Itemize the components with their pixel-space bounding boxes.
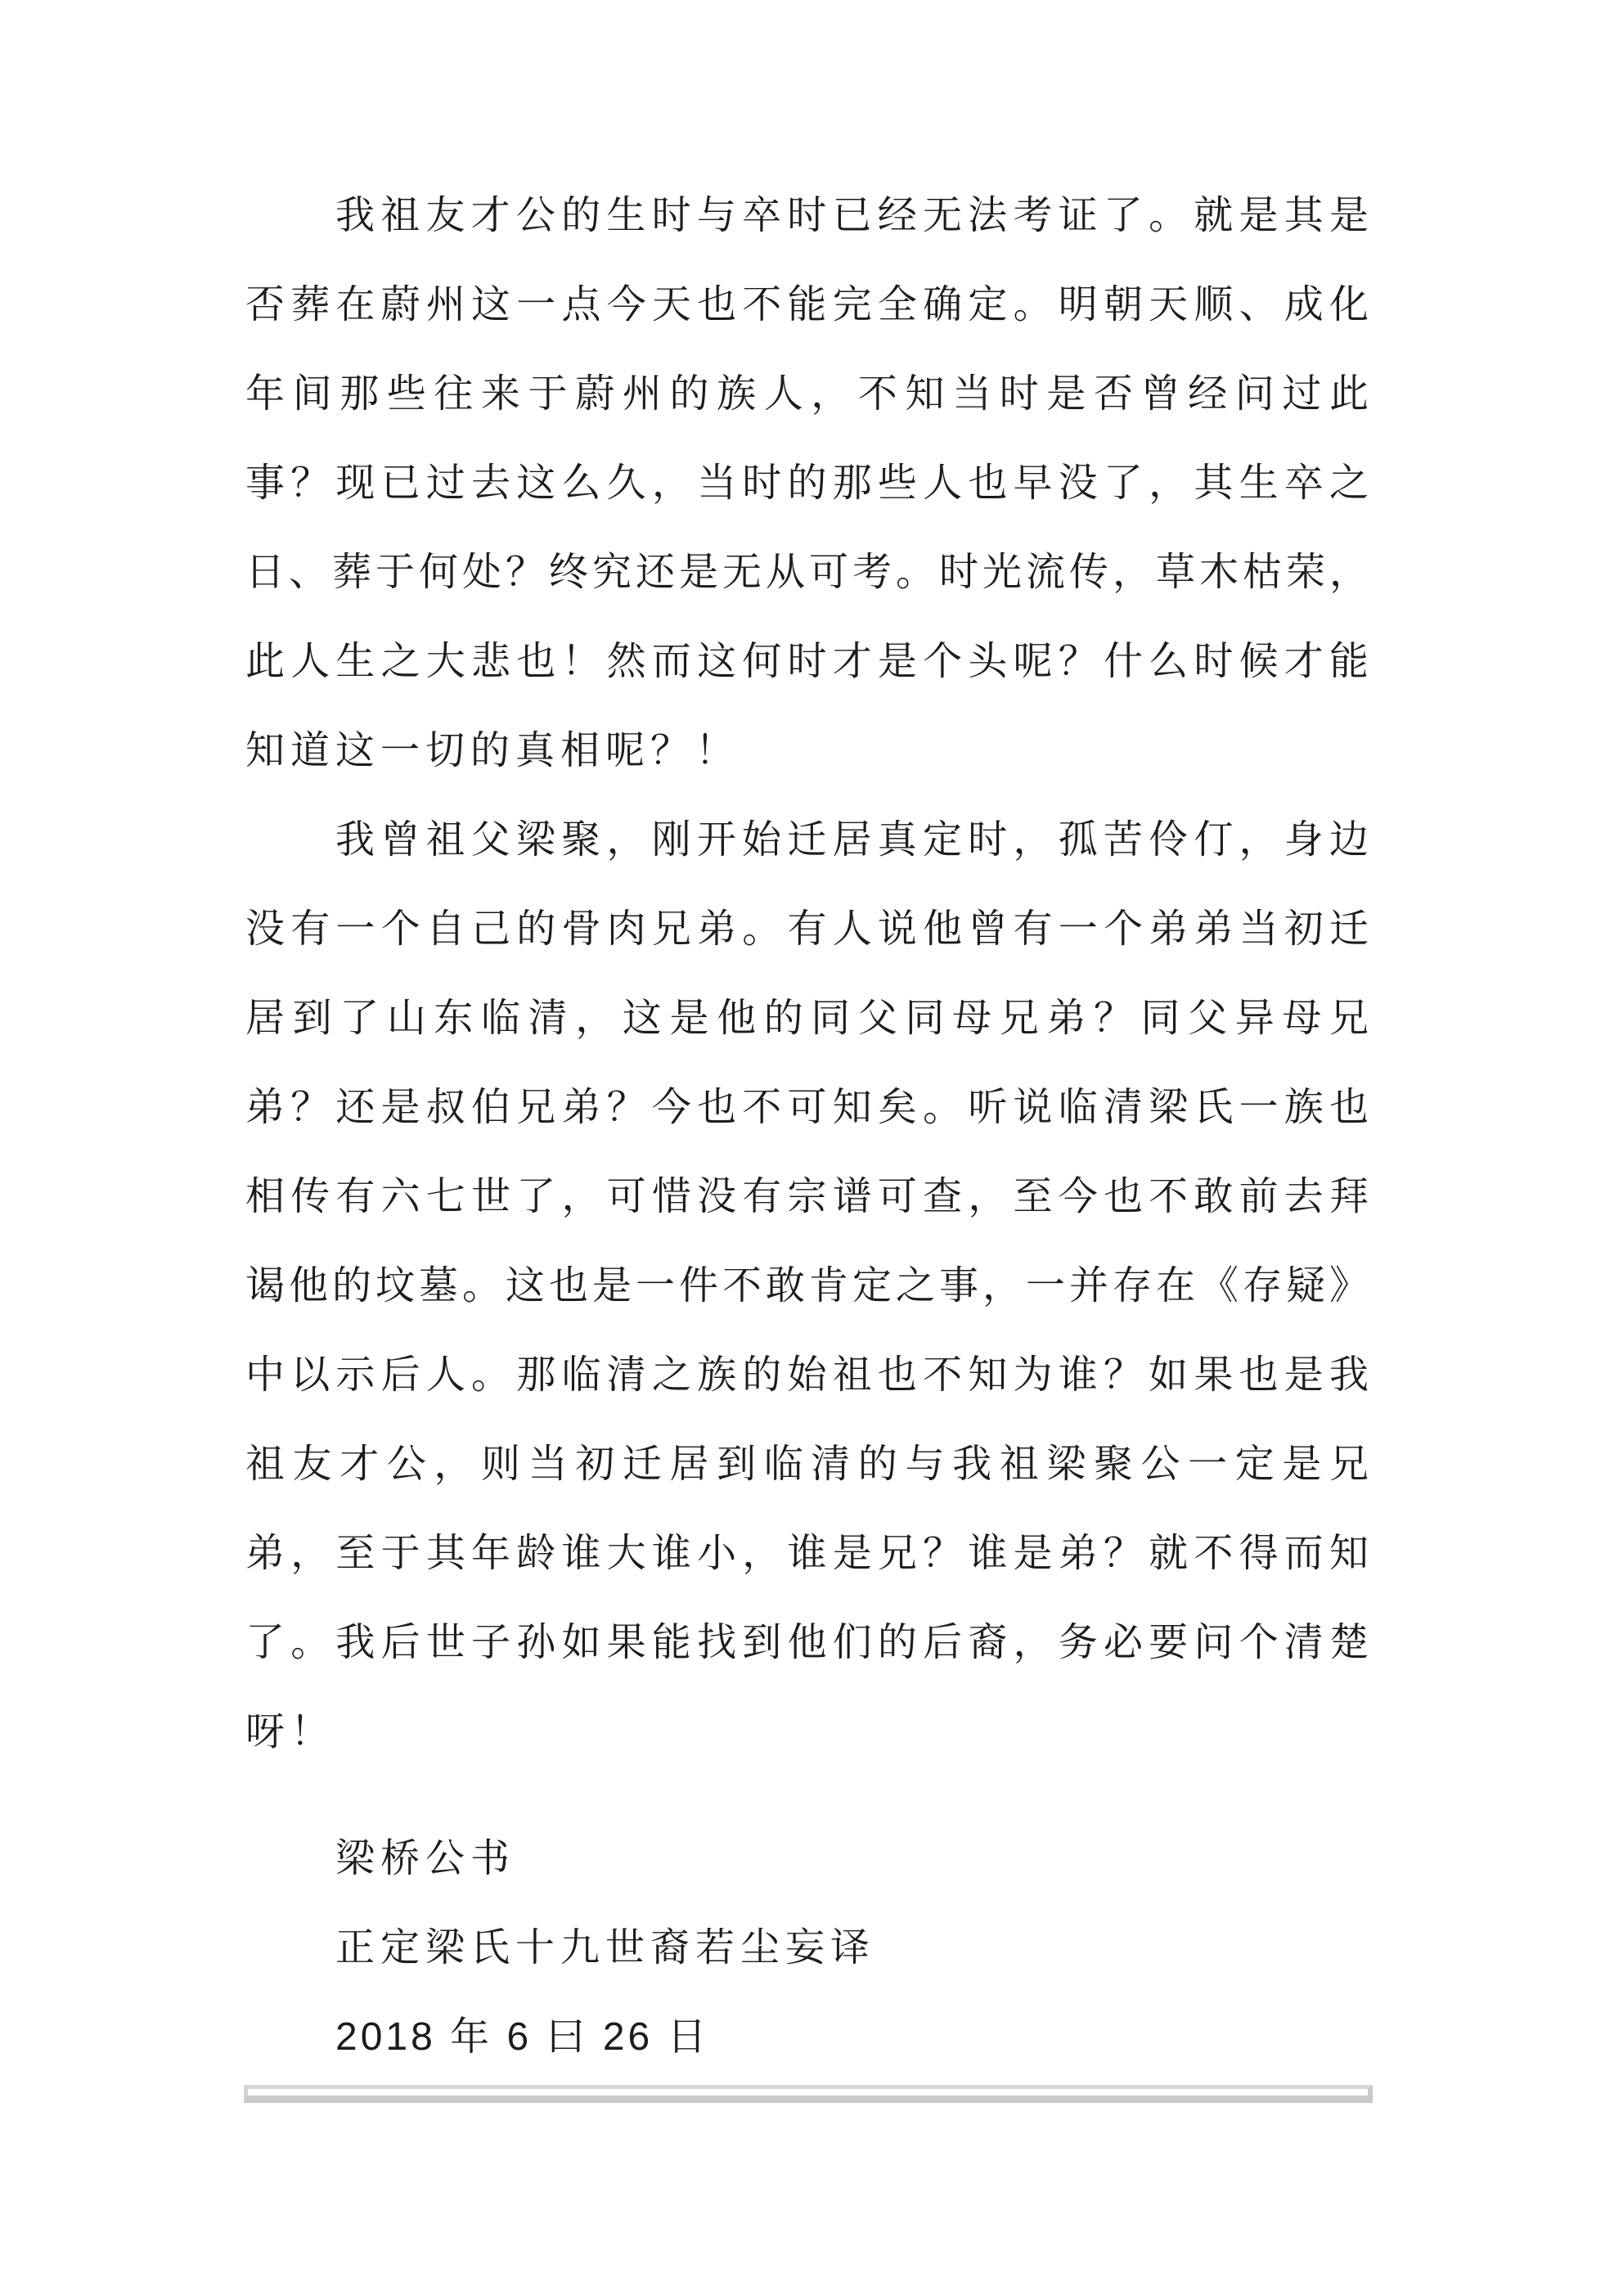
text-line: 我祖友才公的生时与卒时已经无法考证了。就是其是	[335, 194, 1373, 237]
paragraph-2	[245, 795, 1373, 1776]
page-divider-bar	[244, 2085, 1373, 2103]
signature-translator	[245, 1903, 1373, 1992]
text-line: 知道这一切的真相呢？！	[245, 729, 741, 772]
paragraph-1	[245, 171, 1373, 795]
text-line: 否葬在蔚州这一点今天也不能完全确定。明朝天顺、成化	[245, 283, 1373, 326]
signature-date	[245, 1992, 1373, 2082]
text-line: 事？现已过去这么久，当时的那些人也早没了，其生卒之	[245, 461, 1373, 505]
text-line: 弟？还是叔伯兄弟？今也不可知矣。听说临清梁氏一族也	[245, 1086, 1373, 1129]
text-line: 谒他的坟墓。这也是一件不敢肯定之事，一并存在《存疑》	[245, 1264, 1373, 1308]
signature-gap	[245, 1776, 1373, 1814]
text-line: 我曾祖父梁聚，刚开始迁居真定时，孤苦伶仃，身边	[335, 818, 1373, 862]
text-line: 年间那些往来于蔚州的族人，不知当时是否曾经问过此	[245, 372, 1373, 416]
text-line: 祖友才公，则当初迁居到临清的与我祖梁聚公一定是兄	[245, 1443, 1373, 1486]
text-line: 弟，至于其年龄谁大谁小，谁是兄？谁是弟？就不得而知	[245, 1532, 1373, 1575]
text-line: 中以示后人。那临清之族的始祖也不知为谁？如果也是我	[245, 1353, 1373, 1397]
text-line: 没有一个自己的骨肉兄弟。有人说他曾有一个弟弟当初迁	[245, 907, 1373, 951]
text-line: 居到了山东临清，这是他的同父同母兄弟？同父异母兄	[245, 997, 1373, 1040]
text-line: 了。我后世子孙如果能找到他们的后裔，务必要问个清楚	[245, 1621, 1373, 1664]
text-line: 梁桥公书	[335, 1837, 516, 1880]
text-line: 2018 年 6 曰 26 日	[335, 2015, 710, 2059]
text-line: 相传有六七世了，可惜没有宗谱可查，至今也不敢前去拜	[245, 1175, 1373, 1218]
document-body	[245, 171, 1373, 2082]
text-line: 呀！	[245, 1710, 336, 1754]
text-line: 此人生之大悲也！然而这何时才是个头呢？什么时候才能	[245, 640, 1373, 683]
text-line: 日、葬于何处？终究还是无从可考。时光流传，草木枯荣，	[245, 551, 1373, 594]
text-line: 正定梁氏十九世裔若尘妄译	[335, 1926, 876, 1970]
signature-author	[245, 1814, 1373, 1903]
